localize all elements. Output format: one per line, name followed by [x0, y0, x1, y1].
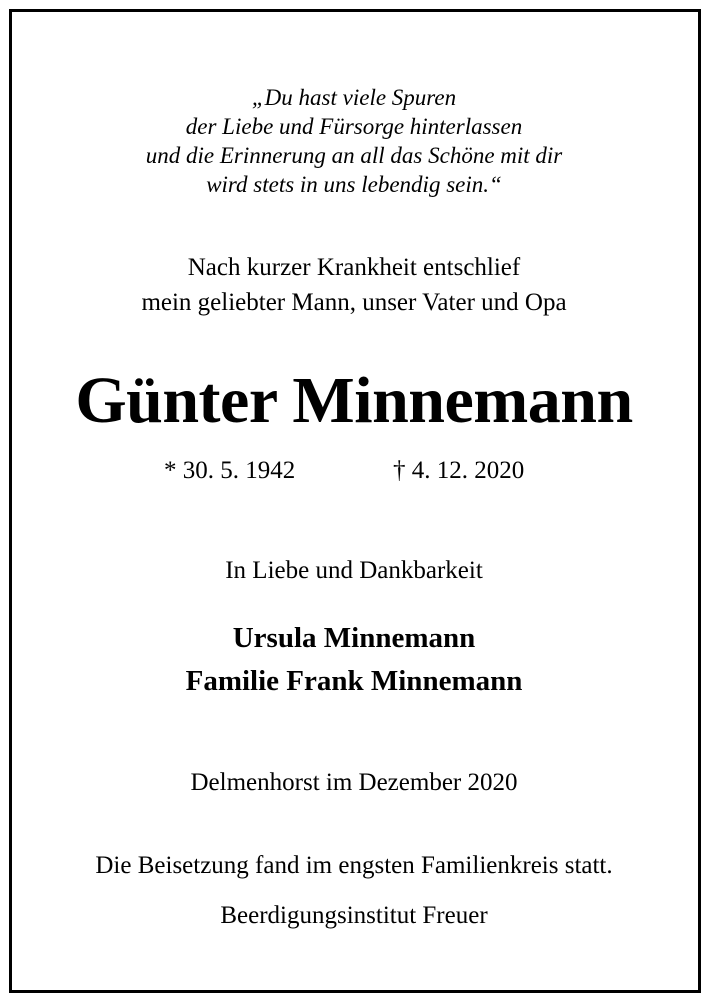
intro-line-1: Nach kurzer Krankheit entschlief [187, 254, 521, 281]
quote-line-4: wird stets in uns lebendig sein.“ [206, 172, 502, 197]
quote-line-2: der Liebe und Fürsorge hinterlassen [185, 114, 523, 139]
death-date: † 4. 12. 2020 [393, 457, 525, 484]
funeral-note: Die Beisetzung fand im engsten Familienkreis statt. [95, 852, 613, 879]
place-and-date: Delmenhorst im Dezember 2020 [190, 769, 518, 796]
undertaker-name: Beerdigungsinstitut Freuer [220, 902, 488, 929]
mourners-intro: In Liebe und Dankbarkeit [225, 557, 483, 584]
intro-line-2: mein geliebter Mann, unser Vater und Opa [141, 289, 567, 316]
quote-line-3: und die Erinnerung an all das Schöne mit dir [145, 143, 563, 168]
mourner-name-1: Ursula Minnemann [232, 622, 476, 654]
mourner-name-2: Familie Frank Minnemann [185, 665, 523, 697]
deceased-name: Günter Minnemann [75, 364, 633, 437]
birth-date: * 30. 5. 1942 [164, 457, 296, 484]
quote-line-1: „Du hast viele Spuren [251, 85, 457, 110]
